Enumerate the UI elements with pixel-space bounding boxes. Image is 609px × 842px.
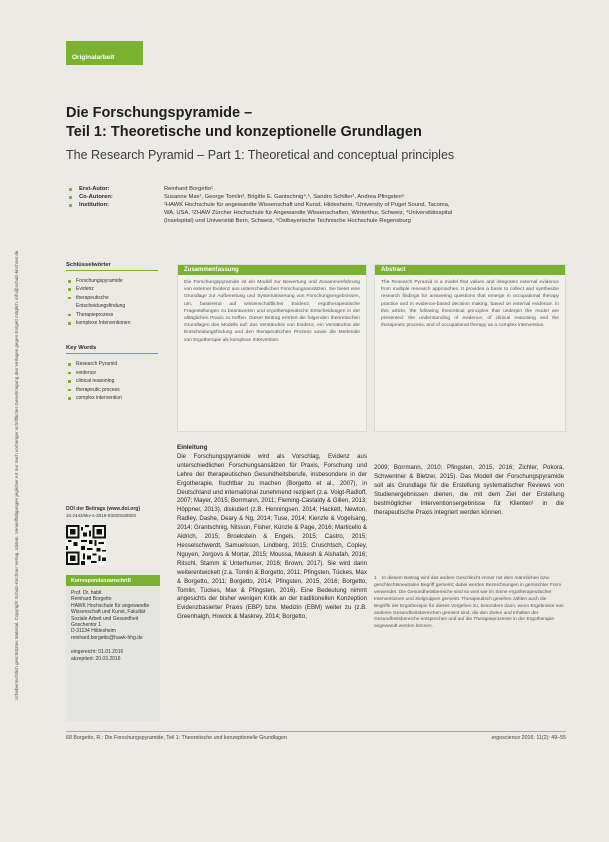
coauthor-value: Susanne Max², George Tomlin³, Brigitte E. Gantschnig⁴,⁵, Sandro Schiller¹, Andrea Pfingsten⁶ [164, 194, 405, 200]
keywords-en-heading: Key Words [66, 345, 158, 354]
author-meta [66, 185, 566, 225]
body-column-right: 2009; Borrmann, 2010; Pfingsten, 2015, 2016; Zichler, Pokora, Schwentner & Bletzer, 2015). Das Modell der Forschungspyramide soll als Grundlage für die Erstellung systematischer Reviews von Studienergebnissen dienen, die mit dem Ziel der Erstellung bestmöglicher Interventionsergebnisse für Klienten¹ in die therapeutische Praxis integriert werden können. [374, 464, 564, 516]
author-value: Reinhard Borgetto¹ [164, 186, 213, 192]
institution-value: ¹HAWK Hochschule für angewandte Wissenschaft und Kunst, Hildesheim, ²University of Puget Sound, Tacoma, WA, USA, ³ZHAW Zürcher Hochschule für Angewandte Wissenschaften, Winterthur, Schweiz, ⁴Universitätsspital (Inselspital) und Universität Bern, Schweiz, ⁵Ostbayerische Technische Hochschule Regensburg [164, 202, 453, 224]
keywords-en-list [66, 360, 158, 402]
correspondence-address: Prof. Dr. habil. Reinhard Borgetto HAWK Hochschule für angewandte Wissenschaft und Kunst, Fakultät Soziale Arbeit und Gesundheit Goschentor 1 D-31134 Hildesheim reinhard.borgetto@hawk-hhg.de [71, 590, 150, 641]
body-text-left: Die Forschungspyramide wird als Vorschlag, Evidenz aus unterschiedlichen Forschungsansätzen für Praxis, Forschung und Lehre der therapeutischen Gesundheitsberufe, insbesondere in der Ergotherapie, fruchtbar zu machen (Borgetto et al., 2007), in Deutschland und international zunehmend rezipiert (z.a. Voigt-Radloff, 2007; Mayer, 2015; Borrmann, 2011; Fleming-Castaldy & Gillen, 2013; Höppner, 2013), diskutiert (z.B. Henningsen, 2014; Hackett, Newton, Radley, Dashe, Deary & Ng, 2014; Tuse, 2014; Kienzle & Vogelsang, 2014; Grantschnig, Nilsson, Fisher, Künzle & Page, 2016; Marticello & Aldrich, 2015; Broekstein & Engels, 2015; Castro, 2015; Hesselschwerdt, Samuelsson, Lindberg, 2015; Cruschtsch, Copley, Nguyen, Jorgovs & Mortar, 2015; Moussa, Mukesh & Alshafah, 2016; Ritschl, Stamm & Unterhumer, 2016; Brown, 2017). Sie wird darin weiterentwickelt (z.a. Tomlin & Borgetto, 2011; Pfingsten, Tückes, Max & Borgetto, 2011; Borgetto, 2014; Pfingsten, 2015, 2016; Borgetto, Tomlin, Tückes, Max & Pfingsten, 2016). Eine Bedeutung nimmt angesichts der bisher wenigen Kritik an der traditionellen Konzeption Evidenzbasierter Praxis (EBP) bzw. Medizin (EBM) weiter zu (z.B. Greenhalgh, Howick & Maskrey, 2014; Borgetto, [177, 452, 367, 621]
keyword-en-item: therapeutic process [66, 386, 158, 394]
article-type-tag: Originalarbeit [66, 41, 143, 65]
correspondence-box [66, 575, 160, 721]
page-footer [66, 731, 566, 741]
title-german-line2: Teil 1: Theoretische und konzeptionelle Grundlagen [66, 124, 422, 140]
footnote-number: 1 [374, 576, 377, 581]
keyword-de-item: komplexe Interventionen [66, 319, 158, 327]
institution-row [66, 201, 566, 225]
abstract-english-box [374, 264, 566, 432]
footnote-text: In diesem Beitrag wird das andere Geschlecht immer mit dem männlichen bzw. geschlechtsneutralen Begriff gemeint; dabei werden Bezeichnungen in gemischter Form verwendet. Die Gesundheitsbereiche sind so weit wie im Sinne ergotherapeutischer Interventionen und Zielgruppen gemeint. Therapeutisch gesehen zählen auch die Begriffe der Ergotherapie für dieses Vorgehen zu, besonders dann, wenn Ergebnisse aus anderen Gesundheitsbereichen gemeint sind, die den Zielen und Inhalten der Gesundheitsbereiche entsprechen und auf die Therapieprozesse in der Ergotherapie angewandt werden können. [374, 576, 564, 630]
correspondence-heading: Korrespondenzanschrift [66, 576, 160, 586]
qr-code-icon[interactable] [66, 525, 106, 565]
keyword-de-item: Therapieprozess [66, 311, 158, 319]
coauthor-label: Co-Autoren: [66, 193, 164, 201]
abstract-german-box [177, 264, 367, 432]
doi-block [66, 506, 158, 519]
doi-value[interactable]: 10.2443/skv-s-2016-53020160503 [66, 512, 136, 518]
keywords-de-heading: Schlüsselwörter [66, 262, 158, 271]
copyright-side-note: Urheberrechtlich geschütztes Material. Copyright Schulz-Kirchner Verlag, Idstein. Vervielfältigungen jeglicher Art nur nach vorheriger schriftlicher Genehmigung des Verlages gegen Entgelt möglich. info@schulz-kirchner.de [14, 250, 19, 700]
keyword-de-item: Evidenz [66, 285, 158, 293]
keyword-en-item: Research Pyramid [66, 360, 158, 368]
title-english: The Research Pyramid – Part 1: Theoretical and conceptual principles [66, 148, 455, 162]
keyword-de-item: therapeutische Entscheidungsfindung [66, 294, 158, 311]
keyword-en-item: evidence [66, 369, 158, 377]
title-german [66, 104, 566, 142]
abstract-english-heading: Abstract [375, 265, 565, 275]
footer-left: 68 Borgetto, R.: Die Forschungspyramide, Teil 1: Theoretische und konzeptionelle Grundlagen [66, 735, 287, 741]
keywords-de-list [66, 277, 158, 327]
correspondence-dates: eingereicht: 01.01.2016 akzeptiert: 20.03.2016 [71, 649, 124, 662]
keywords-sidebar [66, 262, 158, 420]
section-heading: Einleitung [177, 444, 208, 451]
title-german-line1: Die Forschungspyramide – [66, 105, 253, 121]
keyword-en-item: clinical reasoning [66, 377, 158, 385]
author-label: Erst-Autor: [66, 185, 164, 193]
keyword-en-item: complex intervention [66, 394, 158, 402]
doi-label: DOI der Beitrags (www.doi.org) [66, 506, 140, 512]
institution-label: Institution: [66, 201, 164, 225]
footnote [374, 576, 564, 631]
footer-right: ergoscience 2016; 11(2): 49–55 [491, 735, 566, 741]
abstract-german-heading: Zusammenfassung [178, 265, 366, 275]
coauthor-row [66, 193, 566, 201]
abstract-german-text: Die Forschungspyramide ist ein Modell zur Bewertung und Zusammenführung von externer Evidenz aus unterschiedlichen Forschungsansätzen. Sie bietet eine Grundlage zur Aufbereitung und Systematisierung von Forschungsergebnissen, um, basierend auf wissenschaftlicher Evidenz, ergotherapeutische Fragestellungen zu beantworten und ergotherapeutische Entscheidungen in der alltäglichen Praxis zu treffen. Dieser Beitrag erörtert die folgenden theoretischen Grundlagen des Modells auf: das Verständnis von Evidenz, ein Verständnis der Entscheidungsfindung und den therapeutischen Prozess sowie die Merkmale von Ergotherapie als komplexe Intervention. [184, 280, 360, 343]
abstract-english-text: The Research Pyramid is a model that values and integrates external evidence from multiple research approaches. It provides a basis to collect and synthesize research findings for answering questions that emerge in occupational therapy practice and in evidence-based decision making, based on external evidence. In this article, the following theoretical principles that underpin the model are presented: the understanding of evidence, of clinical reasoning and the therapeutic process, and of occupational therapy as a complex intervention. [381, 280, 559, 329]
author-row [66, 185, 566, 193]
keyword-de-item: Forschungspyramide [66, 277, 158, 285]
body-column-left [177, 444, 367, 622]
